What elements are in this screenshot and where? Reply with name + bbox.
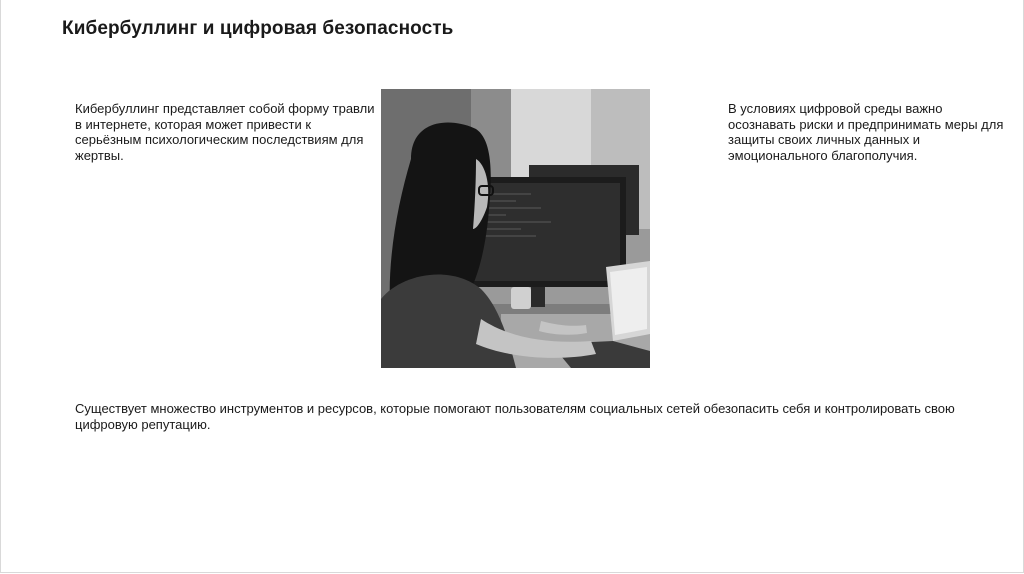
left-paragraph: Кибербуллинг представляет собой форму травли в интернете, которая может привести к серьёзным психологическим последствиям для жертвы. [75,101,375,163]
photo-woman-at-computer [381,89,650,368]
slide-title: Кибербуллинг и цифровая безопасность [62,18,454,39]
photo-illustration [381,89,650,368]
bottom-paragraph: Существует множество инструментов и ресурсов, которые помогают пользователям социальных сетей обезопасить себя и контролировать свою цифровую репутацию. [75,401,955,432]
right-paragraph: В условиях цифровой среды важно осознавать риски и предпринимать меры для защиты своих личных данных и эмоционального благополучия. [728,101,1004,163]
